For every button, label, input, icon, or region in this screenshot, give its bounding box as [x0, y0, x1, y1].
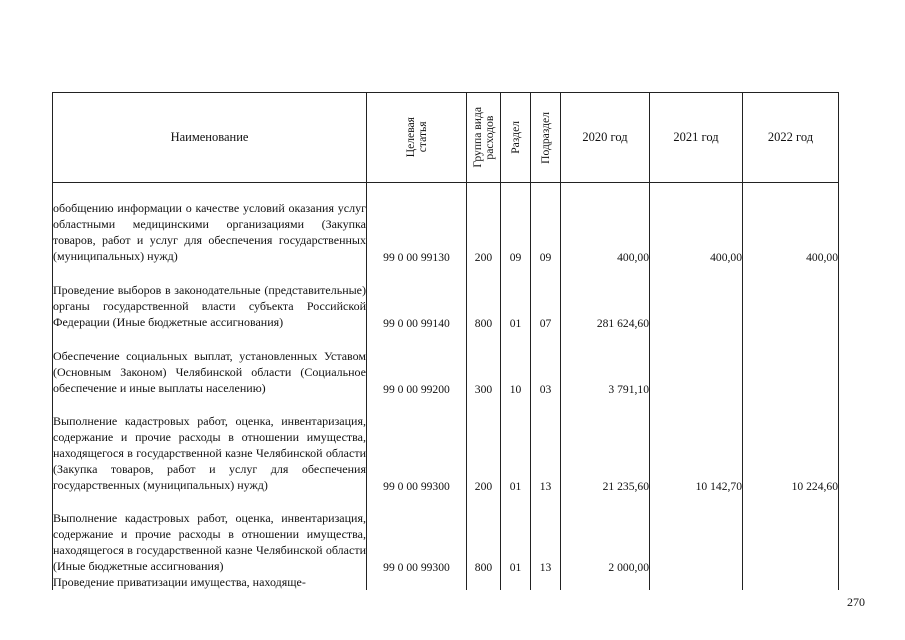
budget-table-container	[52, 92, 839, 590]
header-name: Наименование	[53, 93, 367, 183]
row-target-article	[367, 574, 467, 590]
header-2021: 2021 год	[650, 93, 743, 183]
row-expense-group: 800	[467, 493, 501, 574]
row-value-2022	[743, 264, 839, 330]
row-value-2021	[650, 264, 743, 330]
row-value-2021: 10 142,70	[650, 396, 743, 493]
header-row	[53, 93, 839, 183]
budget-table	[52, 92, 839, 590]
table-row	[53, 493, 839, 574]
row-subsection: 03	[531, 330, 561, 396]
row-section: 01	[501, 396, 531, 493]
row-expense-group: 200	[467, 183, 501, 264]
row-value-2020: 21 235,60	[561, 396, 650, 493]
row-value-2022	[743, 574, 839, 590]
header-section: Раздел	[501, 93, 531, 183]
row-expense-group: 300	[467, 330, 501, 396]
header-expense-group: Группа вида расходов	[467, 93, 501, 183]
row-value-2022: 10 224,60	[743, 396, 839, 493]
row-target-article: 99 0 00 99130	[367, 183, 467, 264]
row-expense-group: 800	[467, 264, 501, 330]
row-section: 01	[501, 493, 531, 574]
table-row	[53, 330, 839, 396]
row-value-2021: 400,00	[650, 183, 743, 264]
row-value-2022	[743, 493, 839, 574]
row-expense-group	[467, 574, 501, 590]
table-row	[53, 396, 839, 493]
row-target-article: 99 0 00 99200	[367, 330, 467, 396]
row-subsection: 13	[531, 396, 561, 493]
row-value-2022: 400,00	[743, 183, 839, 264]
table-row	[53, 574, 839, 590]
row-section: 10	[501, 330, 531, 396]
row-value-2020: 2 000,00	[561, 493, 650, 574]
row-section	[501, 574, 531, 590]
row-name: Проведение приватизации имущества, находяще-	[53, 574, 367, 590]
header-2020: 2020 год	[561, 93, 650, 183]
row-value-2021	[650, 493, 743, 574]
row-value-2020: 3 791,10	[561, 330, 650, 396]
row-subsection	[531, 574, 561, 590]
row-target-article: 99 0 00 99300	[367, 396, 467, 493]
header-2022: 2022 год	[743, 93, 839, 183]
row-name: Выполнение кадастровых работ, оценка, инвентаризация, содержание и прочие расходы в отношении имущества, находящегося в государственной казне Челябинской области (Иные бюджетные ассигнования)	[53, 493, 367, 574]
row-value-2021	[650, 330, 743, 396]
header-subsection: Подраздел	[531, 93, 561, 183]
row-subsection: 09	[531, 183, 561, 264]
row-value-2021	[650, 574, 743, 590]
row-value-2020: 281 624,60	[561, 264, 650, 330]
header-target-article: Целевая статья	[367, 93, 467, 183]
row-subsection: 13	[531, 493, 561, 574]
row-target-article: 99 0 00 99300	[367, 493, 467, 574]
row-name: обобщению информации о качестве условий оказания услуг областными медицинскими организациями (Закупка товаров, работ и услуг для обеспечения государственных (муниципальных) нужд)	[53, 183, 367, 264]
row-section: 01	[501, 264, 531, 330]
row-target-article: 99 0 00 99140	[367, 264, 467, 330]
row-value-2022	[743, 330, 839, 396]
row-name: Выполнение кадастровых работ, оценка, инвентаризация, содержание и прочие расходы в отношении имущества, находящегося в государственной казне Челябинской области (Закупка товаров, работ и услуг для обеспечения государственных (муниципальных) нужд)	[53, 396, 367, 493]
page-number: 270	[847, 595, 865, 609]
row-section: 09	[501, 183, 531, 264]
row-expense-group: 200	[467, 396, 501, 493]
table-row	[53, 183, 839, 264]
row-subsection: 07	[531, 264, 561, 330]
row-name: Проведение выборов в законодательные (представительные) органы государственной власти субъекта Российской Федерации (Иные бюджетные ассигнования)	[53, 264, 367, 330]
table-row	[53, 264, 839, 330]
row-value-2020	[561, 574, 650, 590]
row-name: Обеспечение социальных выплат, установленных Уставом (Основным Законом) Челябинской области (Социальное обеспечение и иные выплаты населению)	[53, 330, 367, 396]
row-value-2020: 400,00	[561, 183, 650, 264]
